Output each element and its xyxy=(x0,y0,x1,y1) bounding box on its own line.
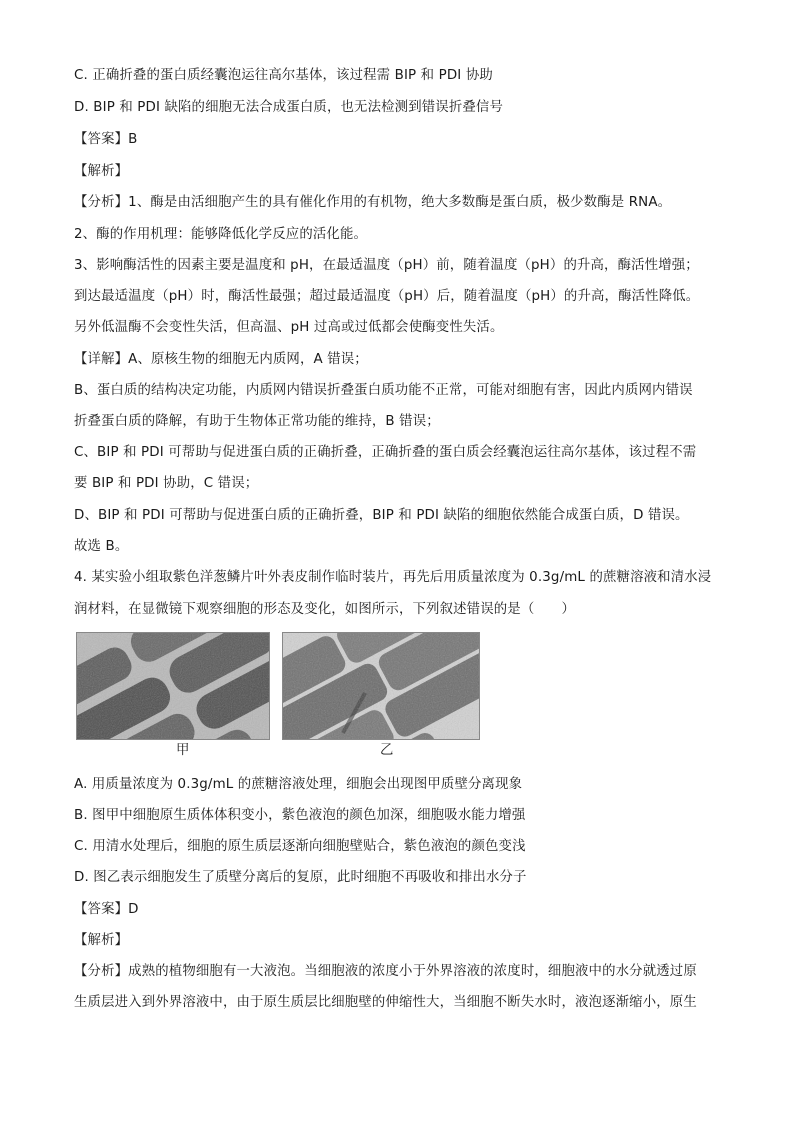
figure-caption-a: 甲 xyxy=(176,743,190,758)
option-d-prev: D. BIP 和 PDI 缺陷的细胞无法合成蛋白质，也无法检测到错误折叠信号 xyxy=(74,100,503,115)
micrograph-plasmolysis-image xyxy=(76,632,270,740)
analysis-line-3: 3、影响酶活性的因素主要是温度和 pH，在最适温度（pH）前，随着温度（pH）的升高，酶活性增强； xyxy=(74,258,699,273)
detail-line-c2: 要 BIP 和 PDI 协助，C 错误； xyxy=(74,476,259,491)
analysis-label-4: 【解析】 xyxy=(74,933,129,948)
analysis-4-line-2: 生质层进入到外界溶液中，由于原生质层比细胞壁的伸缩性大，当细胞不断失水时，液泡逐渐缩小，原生 xyxy=(74,995,697,1010)
option-c-prev: C. 正确折叠的蛋白质经囊泡运往高尔基体，该过程需 BIP 和 PDI 协助 xyxy=(74,68,493,83)
detail-line-b2: 折叠蛋白质的降解，有助于生物体正常功能的维持，B 错误； xyxy=(74,414,440,429)
answer-label-3: 【答案】B xyxy=(74,132,138,147)
detail-line-a: 【详解】A、原核生物的细胞无内质网，A 错误； xyxy=(74,352,368,367)
option-d: D. 图乙表示细胞发生了质壁分离后的复原，此时细胞不再吸收和排出水分子 xyxy=(74,870,527,885)
detail-line-c1: C、BIP 和 PDI 可帮助与促进蛋白质的正确折叠，正确折叠的蛋白质会经囊泡运往高尔基体，该过程不需 xyxy=(74,445,697,460)
micrograph-recovery-image xyxy=(282,632,480,740)
option-c: C. 用清水处理后，细胞的原生质层逐渐向细胞壁贴合，紫色液泡的颜色变浅 xyxy=(74,839,526,854)
analysis-line-2: 2、酶的作用机理：能够降低化学反应的活化能。 xyxy=(74,227,368,242)
option-b: B. 图甲中细胞原生质体体积变小，紫色液泡的颜色加深，细胞吸水能力增强 xyxy=(74,808,526,823)
analysis-line-5: 另外低温酶不会变性失活，但高温、pH 过高或过低都会使酶变性失活。 xyxy=(74,320,504,335)
analysis-4-line-1: 【分析】成熟的植物细胞有一大液泡。当细胞液的浓度小于外界溶液的浓度时，细胞液中的水分就透过原 xyxy=(74,964,697,979)
question-4-line-2: 润材料，在显微镜下观察细胞的形态及变化，如图所示，下列叙述错误的是（ ） xyxy=(74,602,576,617)
conclusion-line: 故选 B。 xyxy=(74,539,129,554)
figure-caption-b: 乙 xyxy=(380,743,394,758)
analysis-line-4: 到达最适温度（pH）时，酶活性最强；超过最适温度（pH）后，随着温度（pH）的升高，酶活性降低。 xyxy=(74,289,700,304)
detail-line-b1: B、蛋白质的结构决定功能，内质网内错误折叠蛋白质功能不正常，可能对细胞有害，因此内质网内错误 xyxy=(74,383,693,398)
option-a: A. 用质量浓度为 0.3g/mL 的蔗糖溶液处理，细胞会出现图甲质壁分离现象 xyxy=(74,777,523,792)
analysis-label-3: 【解析】 xyxy=(74,164,129,179)
question-4-line-1: 4. 某实验小组取紫色洋葱鳞片叶外表皮制作临时装片，再先后用质量浓度为 0.3g/mL 的蔗糖溶液和清水浸 xyxy=(74,570,712,585)
answer-label-4: 【答案】D xyxy=(74,902,139,917)
micrograph-figures xyxy=(76,632,480,740)
detail-line-d: D、BIP 和 PDI 可帮助与促进蛋白质的正确折叠，BIP 和 PDI 缺陷的细胞依然能合成蛋白质，D 错误。 xyxy=(74,508,689,523)
analysis-line-1: 【分析】1、酶是由活细胞产生的具有催化作用的有机物，绝大多数酶是蛋白质，极少数酶是 RNA。 xyxy=(74,195,672,210)
